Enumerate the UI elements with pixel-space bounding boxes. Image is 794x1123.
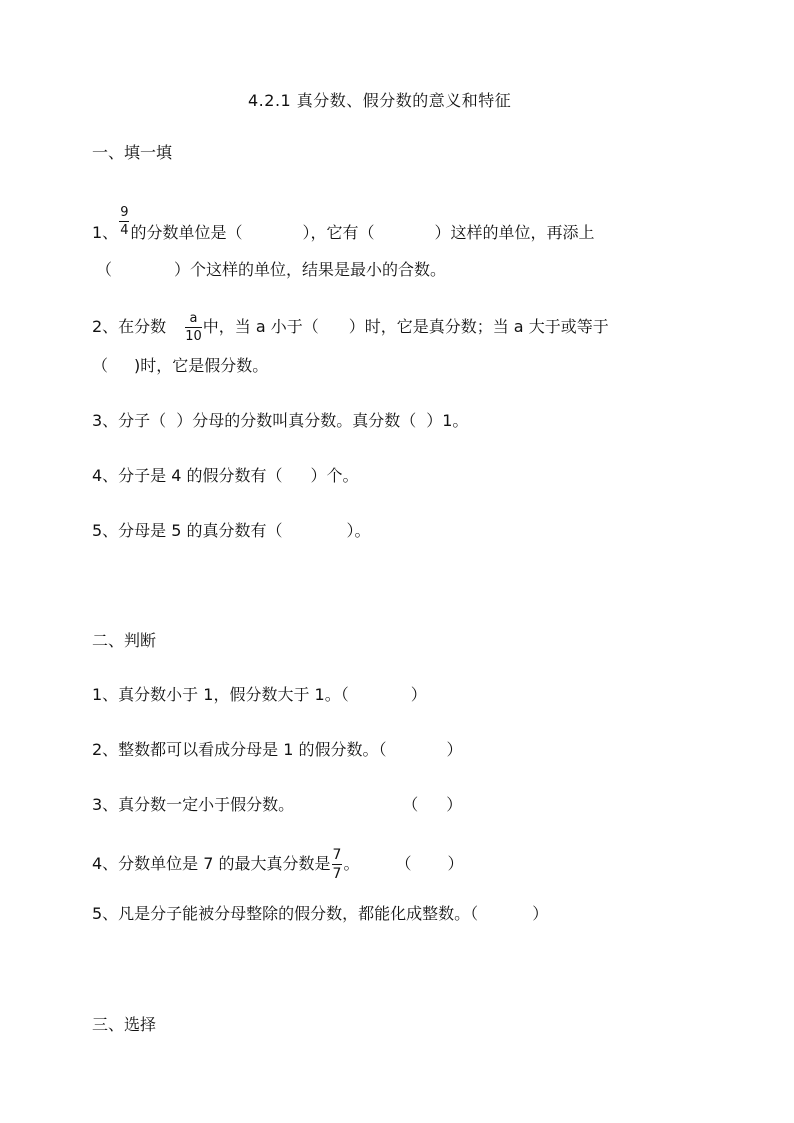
- fill-question-1-line-2: （ ）个这样的单位，结果是最小的合数。: [96, 260, 447, 279]
- fraction-9-over-4: $\frac{9}{4}$: [120, 205, 129, 238]
- section-heading-fill: 一、填一填: [92, 143, 173, 162]
- judge-question-4: 4、分数单位是 7 的最大真分数是 $\frac{7}{7}$ 。 （ ）: [92, 847, 464, 882]
- fill-question-4: 4、分子是 4 的假分数有（ ）个。: [92, 466, 359, 485]
- fraction-a-over-10: $\frac{a}{10}$: [185, 311, 202, 344]
- judge-question-5: 5、凡是分子能被分母整除的假分数，都能化成整数。（ ）: [92, 904, 549, 923]
- fill-question-5: 5、分母是 5 的真分数有（ ）。: [92, 521, 371, 540]
- judge-question-3: 3、真分数一定小于假分数。 （ ）: [92, 795, 463, 814]
- fill-question-2-line-1: 2、在分数 $\frac{a}{10}$ 中，当 a 小于（ ）时，它是真分数；当 a 大于或等于: [92, 311, 609, 344]
- fill-question-3: 3、分子（ ）分母的分数叫真分数。真分数（ ）1。: [92, 411, 469, 430]
- judge-question-2: 2、整数都可以看成分母是 1 的假分数。（ ）: [92, 740, 463, 759]
- fill-question-1-line-1: 1、 $\frac{9}{4}$ 的分数单位是（ ），它有（ ）这样的单位，再添上: [92, 205, 595, 242]
- page-title: 4.2.1 真分数、假分数的意义和特征: [248, 91, 512, 110]
- section-heading-judge: 二、判断: [92, 631, 157, 650]
- fill-question-2-line-2: （ )时，它是假分数。: [92, 356, 269, 375]
- fraction-7-over-7: $\frac{7}{7}$: [332, 847, 342, 882]
- judge-question-1: 1、真分数小于 1，假分数大于 1。（ ）: [92, 685, 427, 704]
- section-heading-choose: 三、选择: [92, 1015, 157, 1034]
- question-number: 1、: [92, 223, 119, 242]
